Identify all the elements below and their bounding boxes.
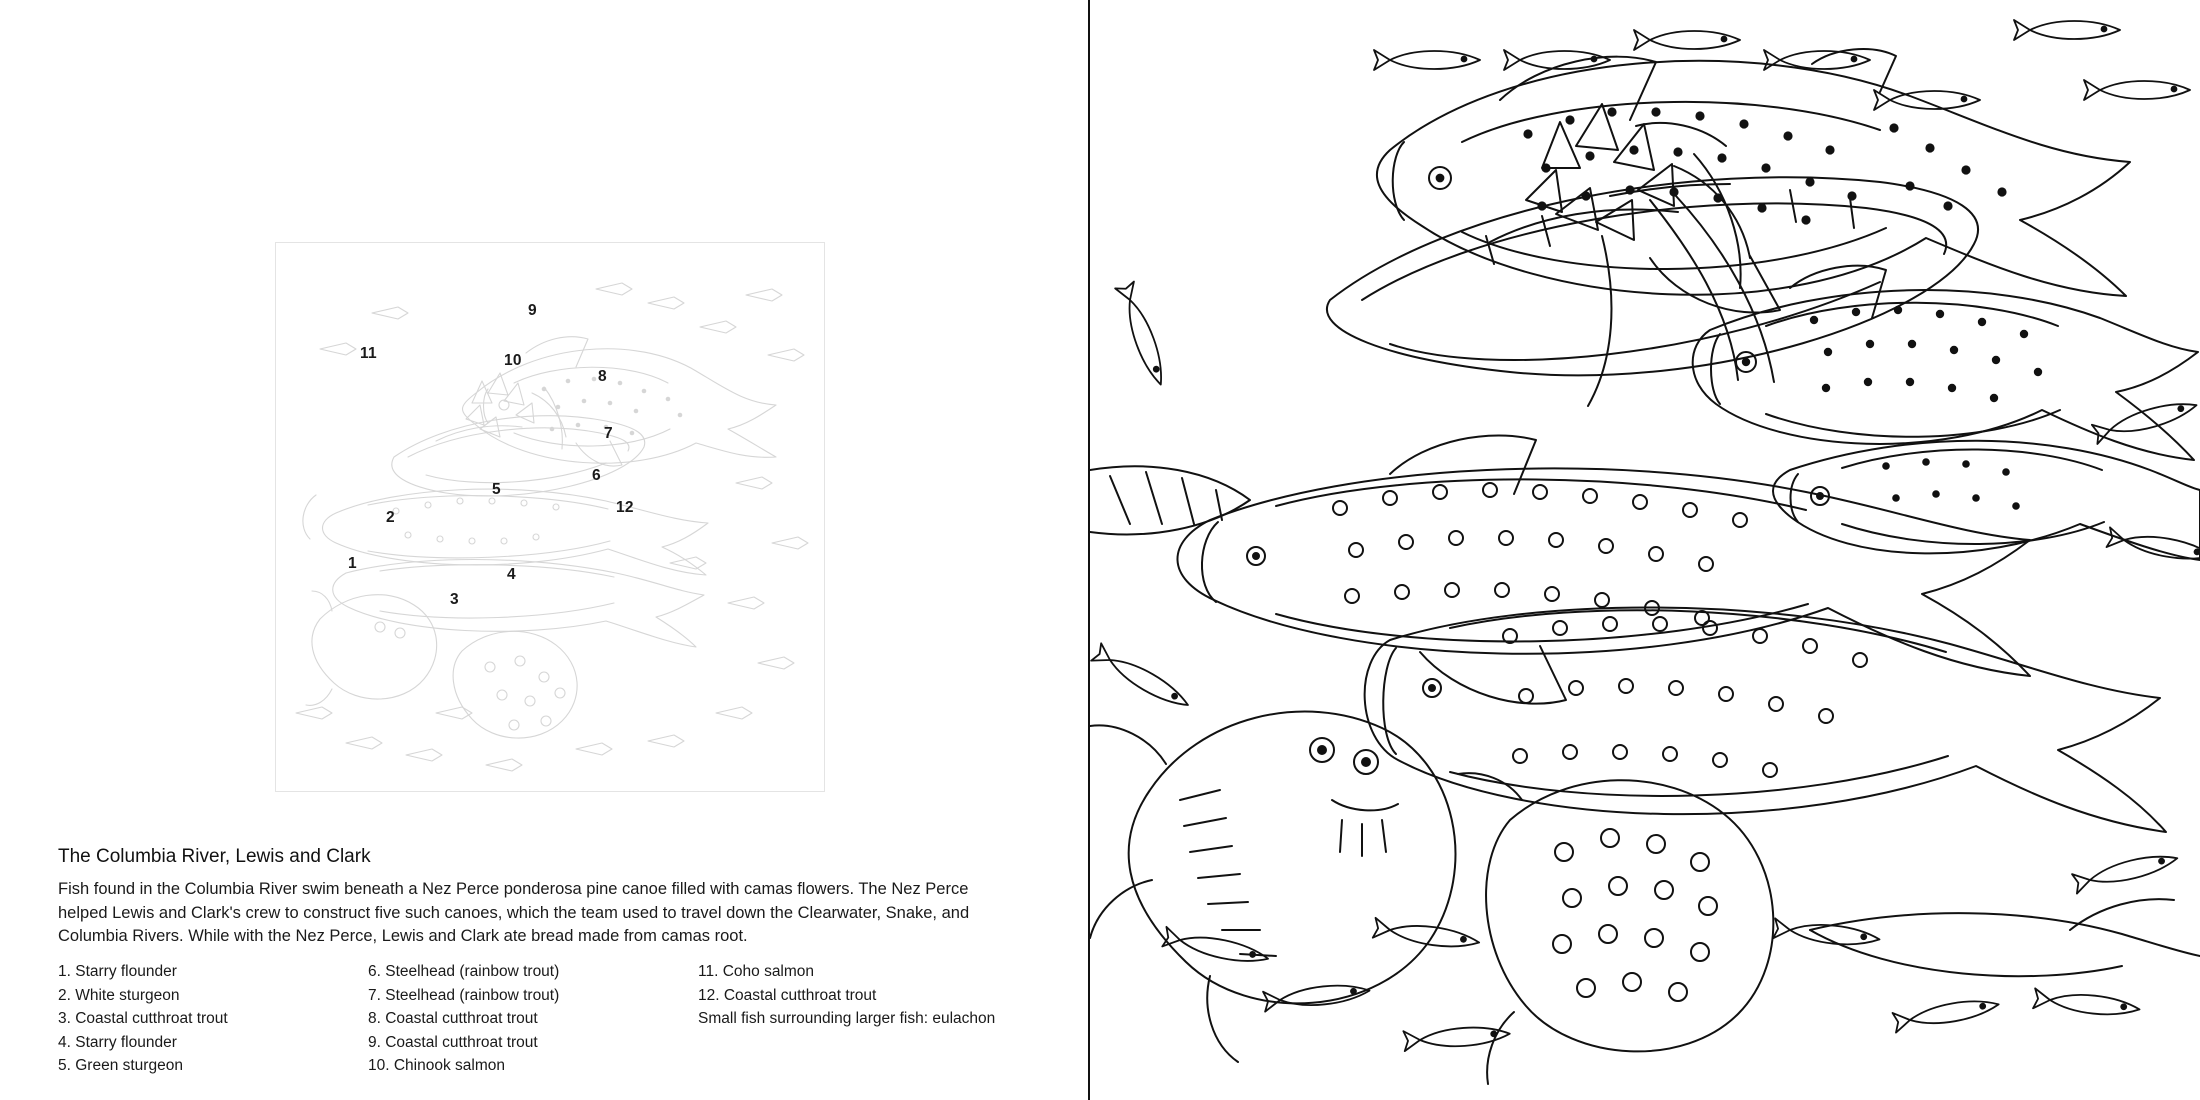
legend-item: 6. Steelhead (rainbow trout) — [368, 963, 560, 980]
ghost-illustration-svg — [276, 243, 825, 792]
caption-block — [58, 845, 1028, 949]
right-page — [1090, 0, 2200, 1100]
columbia-river-fish-illustration — [1090, 0, 2200, 1100]
legend-item: 8. Coastal cutthroat trout — [368, 1010, 538, 1028]
callout-7: 7 — [604, 425, 613, 442]
legend-item: 1. Starry flounder — [58, 963, 177, 980]
legend-item: 11. Coho salmon — [698, 963, 815, 980]
caption-body: Fish found in the Columbia River swim beneath a Nez Perce ponderosa pine canoe filled with camas flowers. The Nez Perce helped Lewis and Clark's crew to construct five such canoes, which the team used to travel down the Clearwater, Snake, and Columbia Rivers. While with the Nez Perce, Lewis and Clark ate bread made from camas root. — [58, 879, 970, 946]
legend — [58, 960, 1038, 1078]
legend-column-3 — [698, 960, 1038, 1078]
key-map-thumbnail — [275, 242, 825, 792]
callout-8: 8 — [598, 368, 607, 385]
legend-item: 5. Green sturgeon — [58, 1057, 183, 1075]
legend-note: Small fish surrounding larger fish: eulachon — [698, 1010, 996, 1028]
caption-title: The Columbia River, Lewis and Clark — [58, 846, 371, 867]
callout-1: 1 — [348, 555, 357, 572]
legend-item: 10. Chinook salmon — [368, 1057, 505, 1075]
legend-column-2 — [368, 960, 698, 1078]
legend-item: 2. White sturgeon — [58, 986, 180, 1004]
legend-column-1 — [58, 960, 368, 1078]
callout-12: 12 — [616, 499, 634, 516]
left-page — [0, 0, 1090, 1100]
legend-item: 12. Coastal cutthroat trout — [698, 986, 877, 1004]
key-map-ghost-illustration — [276, 243, 824, 791]
legend-item: 4. Starry flounder — [58, 1033, 177, 1051]
callout-11: 11 — [360, 345, 377, 362]
callout-10: 10 — [504, 352, 522, 369]
callout-5: 5 — [492, 481, 501, 498]
illustration-artwork — [1090, 0, 2200, 1100]
callout-9: 9 — [528, 302, 537, 319]
legend-item: 3. Coastal cutthroat trout — [58, 1010, 228, 1028]
callout-3: 3 — [450, 591, 459, 608]
legend-item: 9. Coastal cutthroat trout — [368, 1033, 538, 1051]
callout-4: 4 — [507, 566, 516, 583]
legend-item: 7. Steelhead (rainbow trout) — [368, 986, 560, 1004]
callout-6: 6 — [592, 467, 601, 484]
callout-2: 2 — [386, 509, 395, 526]
